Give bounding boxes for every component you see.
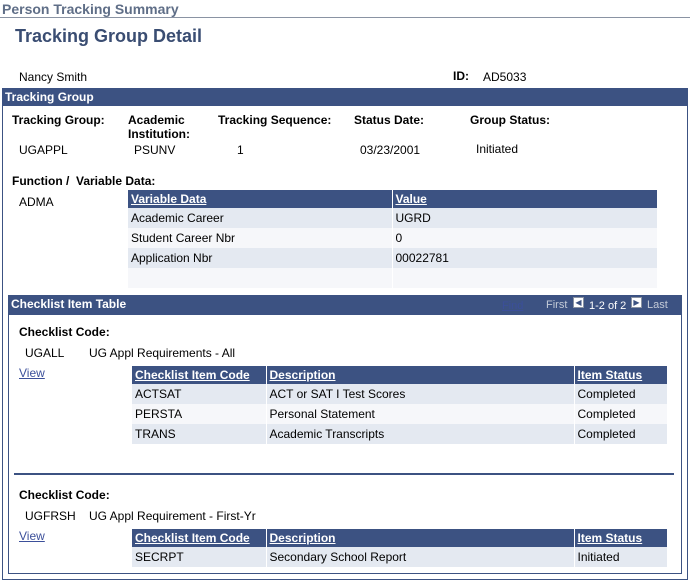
- variable-value-cell: 00022781: [392, 248, 658, 268]
- item-status-cell: Completed: [574, 404, 668, 424]
- checklist-code-value: UGALL: [25, 346, 65, 360]
- variable-value-cell: UGRD: [392, 208, 658, 228]
- variable-name-cell: Academic Career: [128, 208, 392, 228]
- person-name: Nancy Smith: [19, 70, 88, 84]
- table-row: [128, 208, 658, 228]
- description-column-header[interactable]: Description: [266, 366, 574, 384]
- function-value: ADMA: [19, 195, 54, 209]
- variable-value-cell: 0: [392, 228, 658, 248]
- tracking-sequence-label: Tracking Sequence:: [218, 113, 332, 127]
- group-status-label: Group Status:: [470, 113, 550, 127]
- tracking-group-value: UGAPPL: [19, 143, 68, 157]
- item-code-column-header[interactable]: Checklist Item Code: [132, 366, 266, 384]
- table-row: [132, 404, 668, 424]
- variable-value-cell: [392, 268, 658, 288]
- variable-data-label: Variable Data:: [76, 174, 156, 188]
- variable-data-column-header[interactable]: Variable Data: [128, 190, 392, 208]
- tracking-sequence-value: 1: [237, 143, 244, 157]
- variable-name-cell: [128, 268, 392, 288]
- checklist-code-label: Checklist Code:: [19, 325, 110, 339]
- table-row: [132, 384, 668, 404]
- checklist-description: UG Appl Requirements - All: [89, 346, 236, 360]
- table-row: [128, 268, 658, 288]
- group-status-value: Initiated: [476, 142, 519, 156]
- function-label: Function /: [12, 174, 70, 188]
- description-column-header[interactable]: Description: [266, 529, 574, 547]
- status-date-value: 03/23/2001: [360, 143, 421, 157]
- checklist-description: UG Appl Requirement - First-Yr: [89, 509, 256, 523]
- checklist-items-table: [132, 366, 668, 444]
- checklist-separator: [14, 473, 674, 475]
- status-date-label: Status Date:: [354, 113, 425, 127]
- view-link[interactable]: View: [19, 366, 45, 380]
- description-cell: Academic Transcripts: [266, 424, 574, 444]
- checklist-code-value: UGFRSH: [25, 509, 76, 523]
- id-label: ID:: [453, 69, 469, 83]
- next-icon[interactable]: ▶: [631, 297, 642, 308]
- checklist-code-label: Checklist Code:: [19, 488, 110, 502]
- last-link: Last: [647, 299, 668, 311]
- description-cell: Secondary School Report: [266, 547, 574, 567]
- breadcrumb: Person Tracking Summary: [2, 1, 179, 17]
- item-status-cell: Completed: [574, 384, 668, 404]
- tracking-group-header: Tracking Group: [2, 88, 688, 106]
- item-status-cell: Completed: [574, 424, 668, 444]
- variable-name-cell: Application Nbr: [128, 248, 392, 268]
- checklist-header: Checklist Item Table: [8, 295, 682, 315]
- item-code-cell: TRANS: [132, 424, 266, 444]
- item-code-cell: ACTSAT: [132, 384, 266, 404]
- checklist-items-table: [132, 529, 668, 567]
- description-cell: Personal Statement: [266, 404, 574, 424]
- item-code-cell: PERSTA: [132, 404, 266, 424]
- variable-name-cell: Student Career Nbr: [128, 228, 392, 248]
- description-cell: ACT or SAT I Test Scores: [266, 384, 574, 404]
- table-row: [132, 547, 668, 567]
- table-row: [128, 228, 658, 248]
- id-value: AD5033: [483, 70, 527, 84]
- first-link: First: [546, 299, 568, 311]
- item-status-cell: Initiated: [574, 547, 668, 567]
- academic-label-line1: Academic: [128, 113, 185, 127]
- breadcrumb-bar: [0, 0, 690, 18]
- table-row: [128, 248, 658, 268]
- item-status-column-header[interactable]: Item Status: [574, 529, 668, 547]
- item-code-column-header[interactable]: Checklist Item Code: [132, 529, 266, 547]
- tracking-group-label: Tracking Group:: [12, 113, 105, 127]
- page-range: 1-2 of 2: [589, 300, 627, 312]
- academic-label-line2: Institution:: [128, 127, 190, 141]
- item-status-column-header[interactable]: Item Status: [574, 366, 668, 384]
- previous-icon[interactable]: ◀: [573, 297, 584, 308]
- variable-data-table: [128, 190, 658, 288]
- item-code-cell: SECRPT: [132, 547, 266, 567]
- view-link[interactable]: View: [19, 529, 45, 543]
- academic-institution-value: PSUNV: [134, 143, 176, 157]
- find-link[interactable]: Find: [502, 300, 524, 312]
- page-title: Tracking Group Detail: [15, 26, 203, 46]
- value-column-header[interactable]: Value: [392, 190, 658, 208]
- table-row: [132, 424, 668, 444]
